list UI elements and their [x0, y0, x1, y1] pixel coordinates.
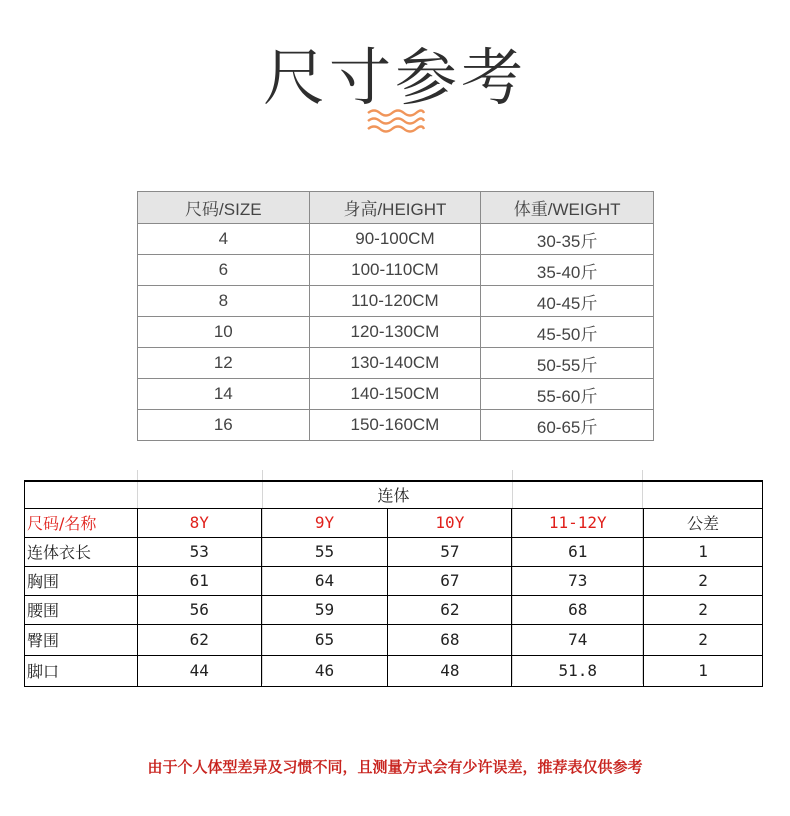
measure-value: 68 [388, 624, 512, 655]
size-11-12y-header: 11-12Y [512, 508, 644, 537]
table-row [25, 595, 763, 624]
table-caption: 连体 [25, 481, 763, 508]
measure-label: 腰围 [25, 595, 138, 624]
measure-label: 连体衣长 [25, 537, 138, 566]
measure-label: 脚口 [25, 655, 138, 686]
measure-value: 73 [512, 566, 644, 595]
measure-value: 68 [512, 595, 644, 624]
table-row [138, 286, 654, 317]
measure-value: 48 [388, 655, 512, 686]
measure-value: 64 [261, 566, 388, 595]
tolerance-value: 2 [644, 624, 763, 655]
page-title: 尺寸参考 [262, 41, 527, 114]
weight-cell: 50-55斤 [481, 348, 654, 379]
measurement-header-row [25, 508, 763, 537]
measure-value: 53 [137, 537, 261, 566]
caption-row [25, 481, 763, 508]
measure-value: 74 [512, 624, 644, 655]
measure-value: 57 [388, 537, 512, 566]
height-cell: 90-100CM [309, 224, 481, 255]
size-header-cell: 尺码/SIZE [138, 192, 310, 224]
table-row [138, 379, 654, 410]
size-cell: 10 [138, 317, 310, 348]
table-row [138, 224, 654, 255]
weight-header-cell: 体重/WEIGHT [481, 192, 654, 224]
measurement-table [24, 480, 763, 687]
height-cell: 130-140CM [309, 348, 481, 379]
table-row [25, 537, 763, 566]
size-cell: 4 [138, 224, 310, 255]
measure-value: 59 [261, 595, 388, 624]
measure-label: 臀围 [25, 624, 138, 655]
measure-value: 55 [261, 537, 388, 566]
size-cell: 14 [138, 379, 310, 410]
measure-value: 62 [137, 624, 261, 655]
measure-value: 51.8 [512, 655, 644, 686]
size-cell: 8 [138, 286, 310, 317]
wave-decoration-icon [366, 108, 426, 134]
weight-cell: 35-40斤 [481, 255, 654, 286]
height-cell: 100-110CM [309, 255, 481, 286]
size-cell: 12 [138, 348, 310, 379]
tolerance-value: 1 [644, 655, 763, 686]
height-cell: 150-160CM [309, 410, 481, 441]
size-8y-header: 8Y [137, 508, 261, 537]
weight-cell: 55-60斤 [481, 379, 654, 410]
size-10y-header: 10Y [388, 508, 512, 537]
measure-value: 62 [388, 595, 512, 624]
tolerance-value: 2 [644, 595, 763, 624]
measure-label: 胸围 [25, 566, 138, 595]
table-row [138, 317, 654, 348]
size-cell: 16 [138, 410, 310, 441]
table-row [25, 655, 763, 686]
measure-value: 46 [261, 655, 388, 686]
size-table-header-row [138, 192, 654, 224]
size-reference-table [137, 191, 654, 441]
tolerance-value: 1 [644, 537, 763, 566]
size-cell: 6 [138, 255, 310, 286]
measure-value: 61 [512, 537, 644, 566]
size-name-header: 尺码/名称 [25, 508, 138, 537]
measure-value: 61 [137, 566, 261, 595]
weight-cell: 30-35斤 [481, 224, 654, 255]
measure-value: 44 [137, 655, 261, 686]
height-cell: 140-150CM [309, 379, 481, 410]
table-row [25, 566, 763, 595]
weight-cell: 45-50斤 [481, 317, 654, 348]
table-row [138, 348, 654, 379]
size-9y-header: 9Y [261, 508, 388, 537]
table-row [25, 624, 763, 655]
measure-value: 56 [137, 595, 261, 624]
height-cell: 120-130CM [309, 317, 481, 348]
weight-cell: 40-45斤 [481, 286, 654, 317]
weight-cell: 60-65斤 [481, 410, 654, 441]
table-row [138, 410, 654, 441]
table-row [138, 255, 654, 286]
height-cell: 110-120CM [309, 286, 481, 317]
disclaimer-note: 由于个人体型差异及习惯不同，且测量方式会有少许误差，推荐表仅供参考 [147, 758, 643, 776]
measure-value: 65 [261, 624, 388, 655]
height-header-cell: 身高/HEIGHT [309, 192, 481, 224]
measure-value: 67 [388, 566, 512, 595]
tolerance-header: 公差 [644, 508, 763, 537]
tolerance-value: 2 [644, 566, 763, 595]
